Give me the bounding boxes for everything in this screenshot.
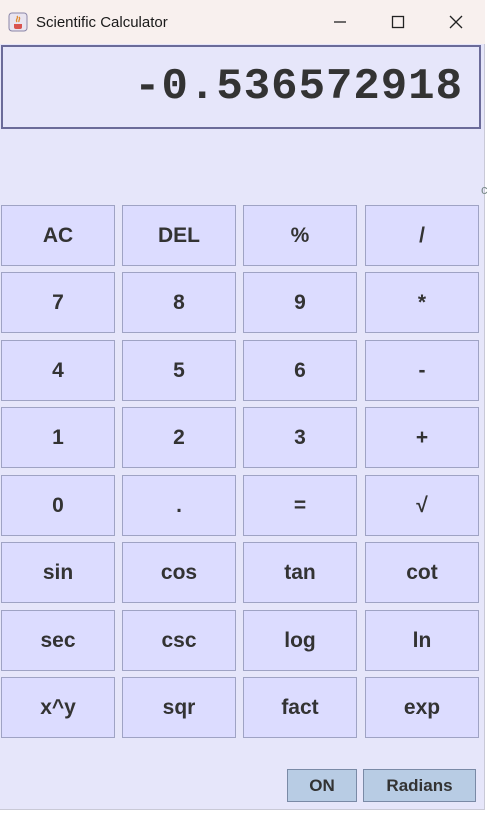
digit-8-button[interactable]: 8: [122, 272, 236, 333]
all-clear-button[interactable]: AC: [1, 205, 115, 266]
cos-button[interactable]: cos: [122, 542, 236, 603]
equals-button[interactable]: =: [243, 475, 357, 536]
bottom-bar: [0, 762, 485, 808]
sin-button[interactable]: sin: [1, 542, 115, 603]
exp-button[interactable]: exp: [365, 677, 479, 738]
minimize-icon: [333, 15, 347, 29]
digit-3-button[interactable]: 3: [243, 407, 357, 468]
title-bar[interactable]: [0, 0, 485, 44]
maximize-icon: [391, 15, 405, 29]
ln-button[interactable]: ln: [365, 610, 479, 671]
keypad: [1, 205, 481, 739]
clipped-edge-glyph: c: [481, 182, 488, 197]
digit-2-button[interactable]: 2: [122, 407, 236, 468]
multiply-button[interactable]: *: [365, 272, 479, 333]
subtract-button[interactable]: -: [365, 340, 479, 401]
tan-button[interactable]: tan: [243, 542, 357, 603]
window-title: Scientific Calculator: [36, 13, 168, 31]
angle-mode-button[interactable]: Radians: [363, 769, 476, 802]
result-display[interactable]: -0.536572918: [1, 45, 481, 129]
sec-button[interactable]: sec: [1, 610, 115, 671]
square-root-button[interactable]: √: [365, 475, 479, 536]
digit-0-button[interactable]: 0: [1, 475, 115, 536]
delete-button[interactable]: DEL: [122, 205, 236, 266]
close-icon: [449, 15, 463, 29]
digit-1-button[interactable]: 1: [1, 407, 115, 468]
cot-button[interactable]: cot: [365, 542, 479, 603]
digit-9-button[interactable]: 9: [243, 272, 357, 333]
square-button[interactable]: sqr: [122, 677, 236, 738]
digit-7-button[interactable]: 7: [1, 272, 115, 333]
digit-6-button[interactable]: 6: [243, 340, 357, 401]
power-button[interactable]: x^y: [1, 677, 115, 738]
on-button[interactable]: ON: [287, 769, 357, 802]
minimize-button[interactable]: [311, 0, 369, 44]
maximize-button[interactable]: [369, 0, 427, 44]
log-button[interactable]: log: [243, 610, 357, 671]
factorial-button[interactable]: fact: [243, 677, 357, 738]
decimal-point-button[interactable]: .: [122, 475, 236, 536]
percent-button[interactable]: %: [243, 205, 357, 266]
divide-button[interactable]: /: [365, 205, 479, 266]
java-app-icon: [8, 12, 28, 32]
close-button[interactable]: [427, 0, 485, 44]
digit-5-button[interactable]: 5: [122, 340, 236, 401]
csc-button[interactable]: csc: [122, 610, 236, 671]
digit-4-button[interactable]: 4: [1, 340, 115, 401]
add-button[interactable]: +: [365, 407, 479, 468]
